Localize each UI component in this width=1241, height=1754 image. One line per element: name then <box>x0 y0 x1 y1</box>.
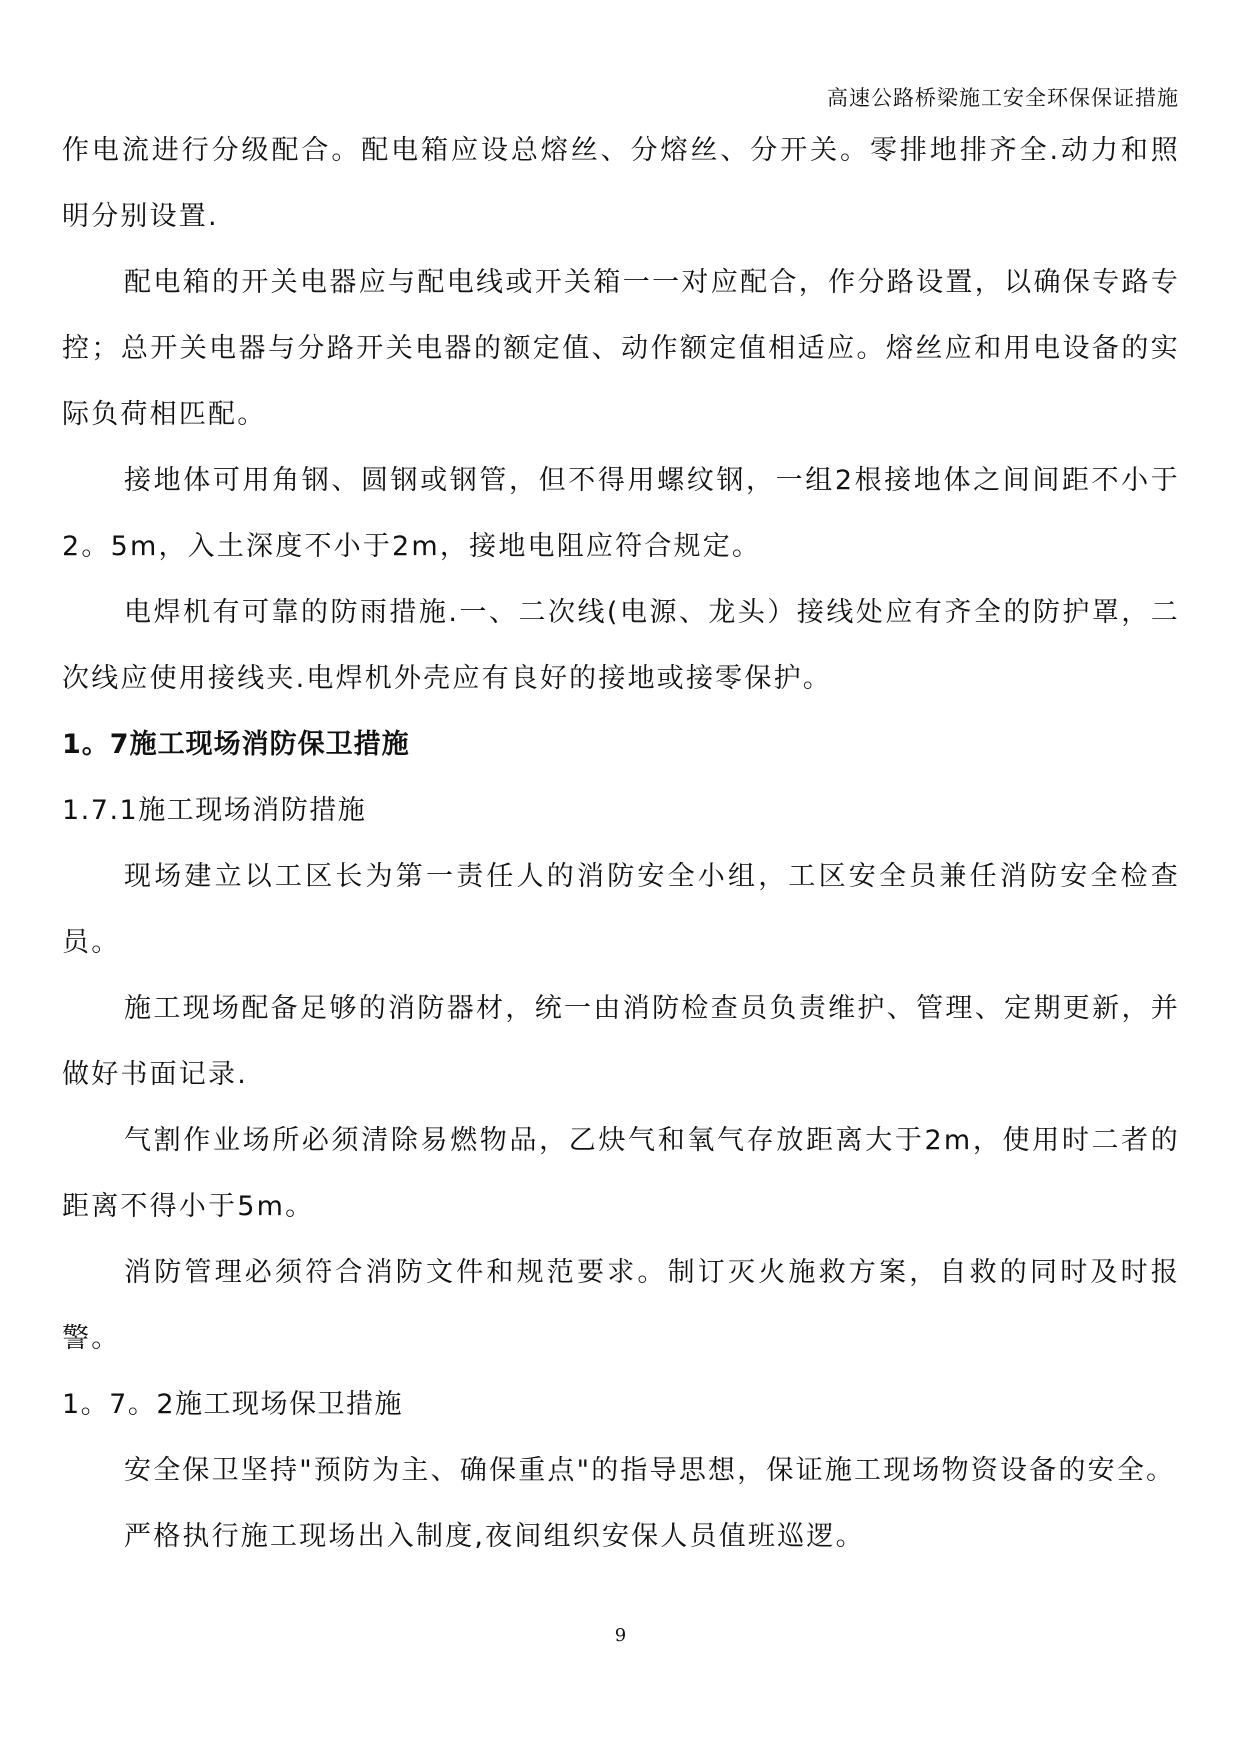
document-body <box>62 118 1180 1570</box>
paragraph-fire-team: 现场建立以工区长为第一责任人的消防安全小组，工区安全员兼任消防安全检查员。 <box>62 861 1180 958</box>
section-heading-fire-security: 1。7施工现场消防保卫措施 <box>62 729 410 760</box>
paragraph-security-principle: 安全保卫坚持"预防为主、确保重点"的指导思想，保证施工现场物资设备的安全。 <box>124 1455 1176 1486</box>
paragraph-fire-equipment: 施工现场配备足够的消防器材，统一由消防检查员负责维护、管理、定期更新，并做好书面记录. <box>62 993 1180 1090</box>
paragraph-switch-devices: 配电箱的开关电器应与配电线或开关箱一一对应配合，作分路设置，以确保专路专控；总开关电器与分路开关电器的额定值、动作额定值相适应。熔丝应和用电设备的实际负荷相匹配。 <box>62 267 1180 430</box>
paragraph-distribution-box: 作电流进行分级配合。配电箱应设总熔丝、分熔丝、分开关。零排地排齐全.动力和照明分别设置. <box>62 135 1180 232</box>
subsection-heading-security-measures: 1。7。2施工现场保卫措施 <box>62 1389 404 1420</box>
paragraph-gas-cutting: 气割作业场所必须清除易燃物品，乙炔气和氧气存放距离大于2m，使用时二者的距离不得小于5m。 <box>62 1125 1180 1222</box>
paragraph-grounding: 接地体可用角钢、圆钢或钢管，但不得用螺纹钢，一组2根接地体之间间距不小于2。5m，入土深度不小于2m，接地电阻应符合规定。 <box>62 465 1180 562</box>
paragraph-fire-management: 消防管理必须符合消防文件和规范要求。制订灭火施救方案，自救的同时及时报警。 <box>62 1257 1180 1354</box>
subsection-heading-fire-measures: 1.7.1施工现场消防措施 <box>62 795 367 826</box>
running-header: 高速公路桥梁施工安全环保保证措施 <box>827 86 1179 110</box>
paragraph-access-control: 严格执行施工现场出入制度,夜间组织安保人员值班巡逻。 <box>124 1521 865 1552</box>
page-number: 9 <box>614 1625 627 1646</box>
paragraph-welding-machine: 电焊机有可靠的防雨措施.一、二次线(电源、龙头）接线处应有齐全的防护罩，二次线应使用接线夹.电焊机外壳应有良好的接地或接零保护。 <box>62 597 1180 694</box>
